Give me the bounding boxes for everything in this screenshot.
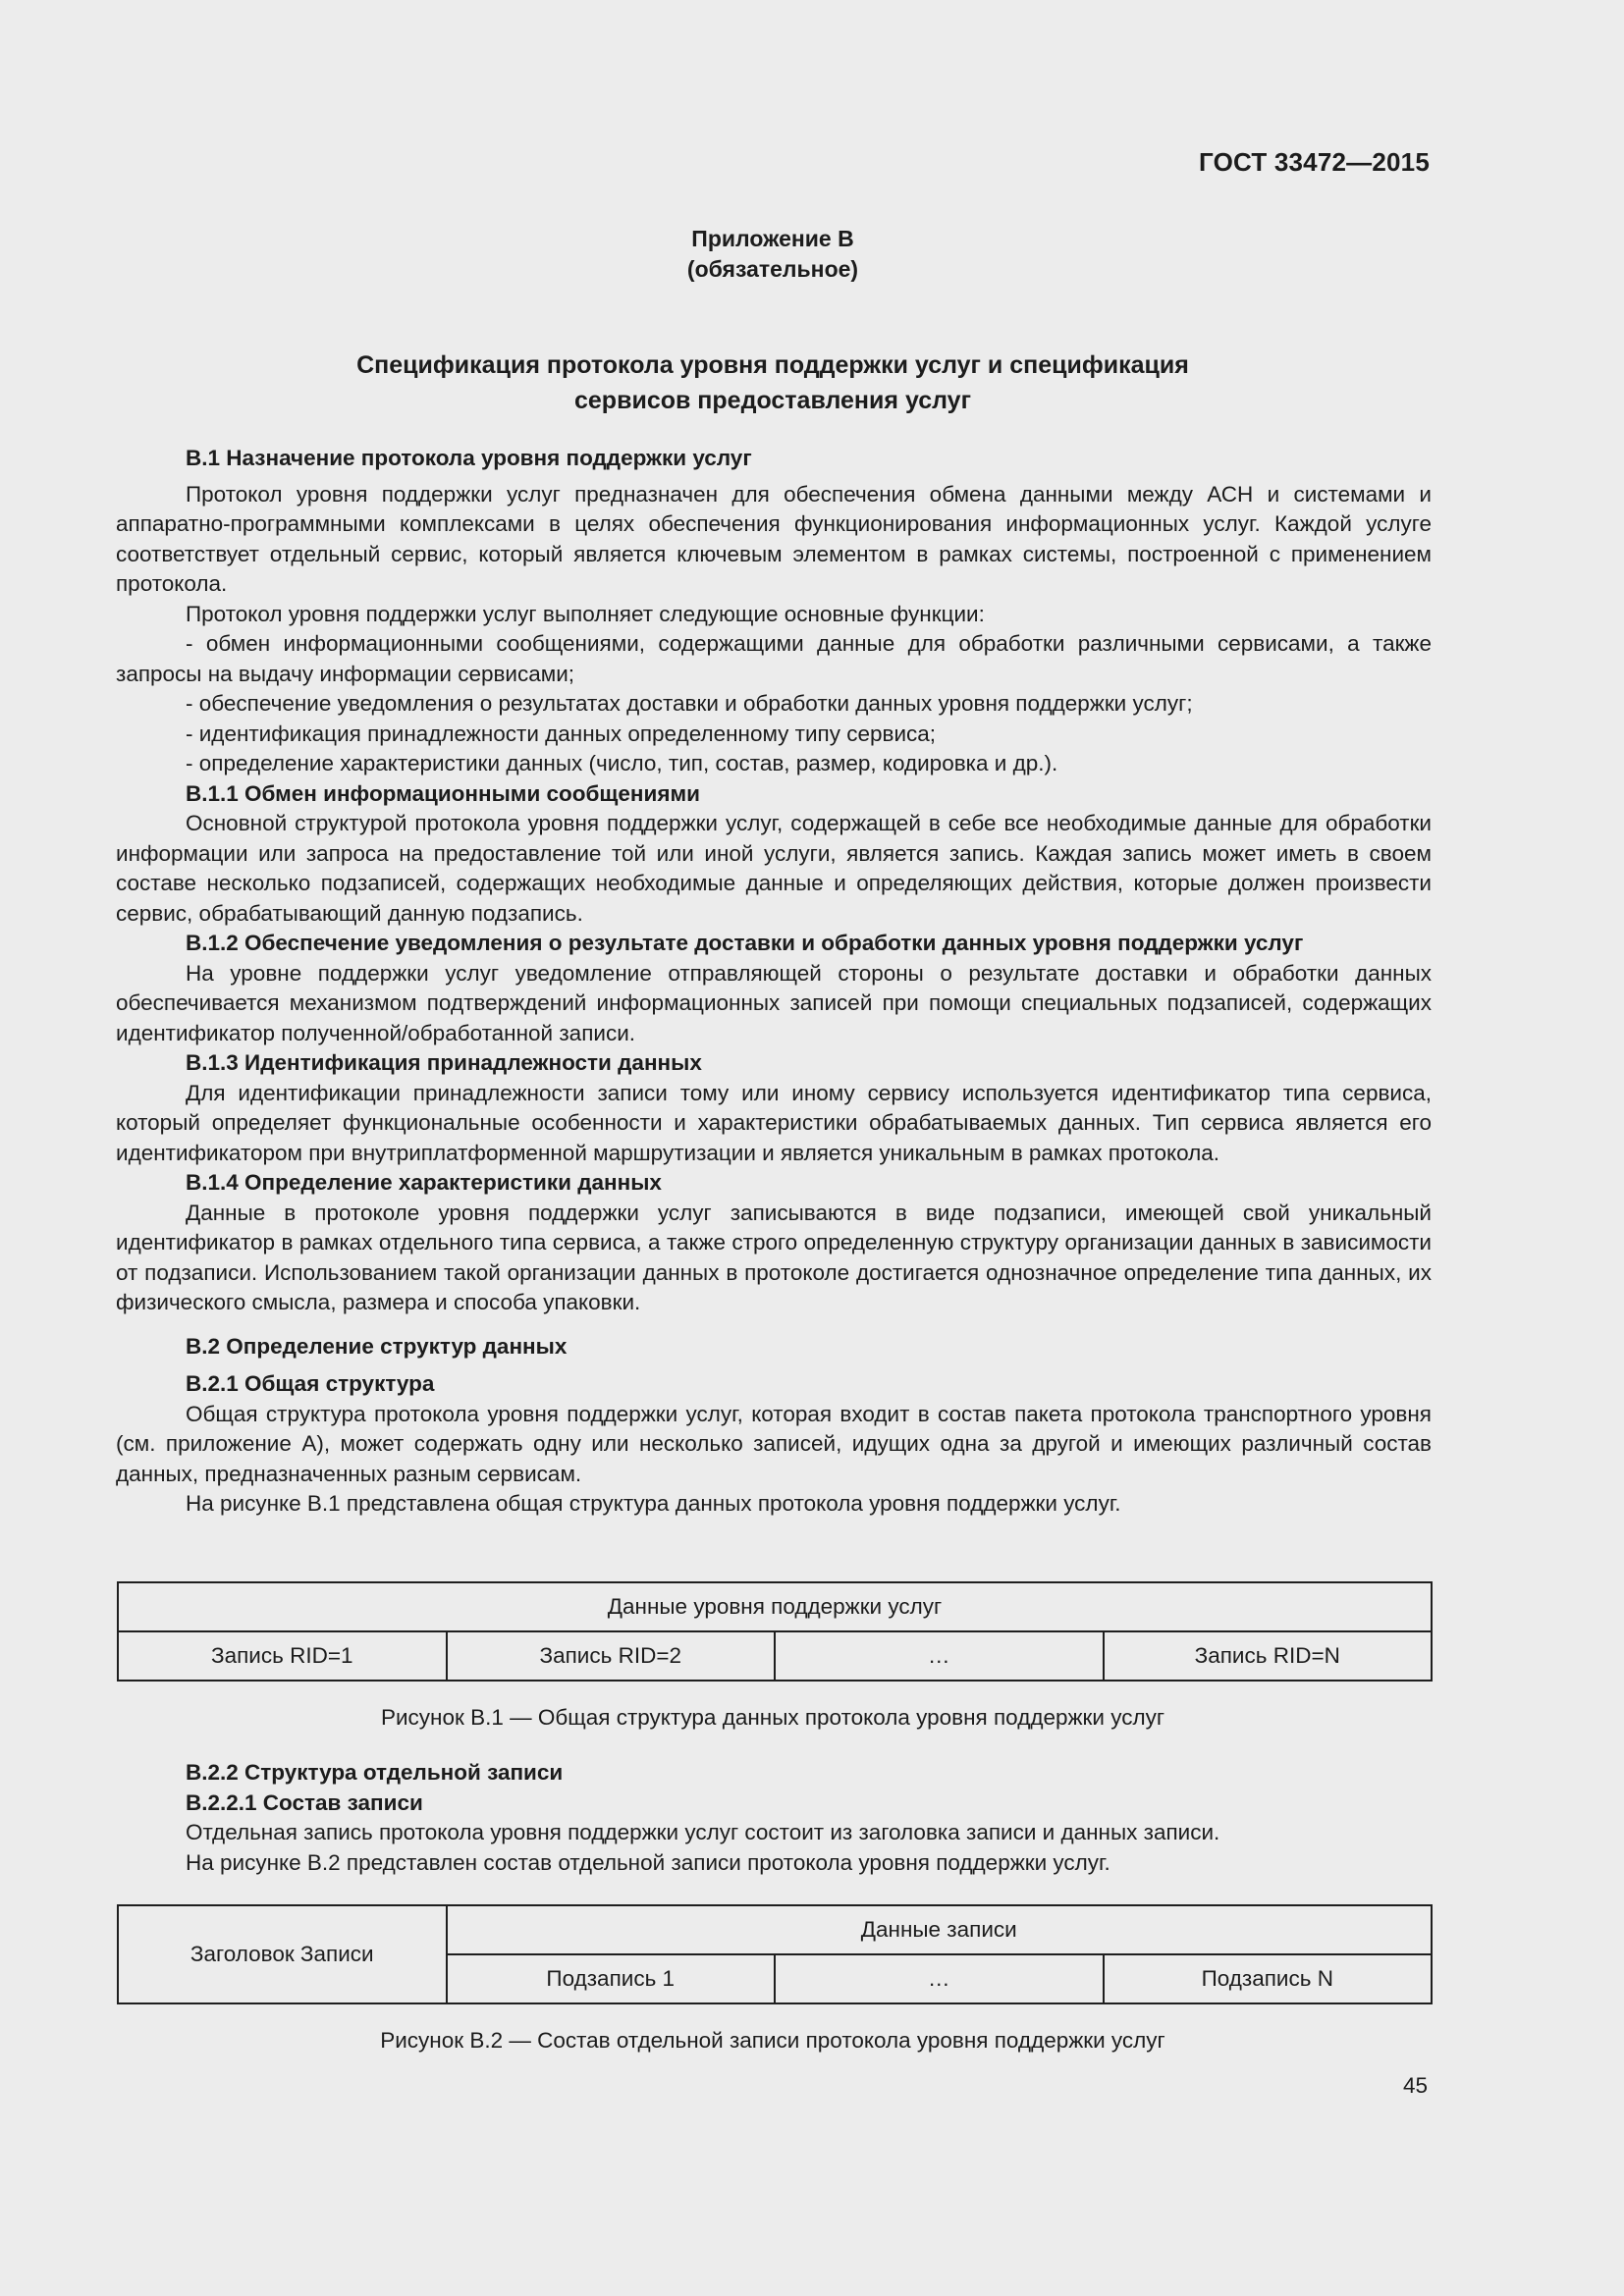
heading-b1: В.1 Назначение протокола уровня поддержки услуг: [186, 446, 752, 470]
paragraph: Протокол уровня поддержки услуг предназначен для обеспечения обмена данными между АСН и системами и аппаратно-программными комплексами в целях обеспечения функционирования информационных услуг. Каждой услуге соответствует отдельный сервис, который является ключевым элементом в рамках системы, построенной с применением протокола.: [116, 481, 1432, 596]
heading-b13: В.1.3 Идентификация принадлежности данных: [186, 1050, 702, 1075]
list-item: - определение характеристики данных (число, тип, состав, размер, кодировка и др.).: [186, 751, 1058, 775]
fig1-header-cell: Данные уровня поддержки услуг: [118, 1582, 1432, 1631]
section-title-line-2: сервисов предоставления услуг: [574, 387, 971, 414]
body-text-2: [116, 1758, 1432, 1878]
fig2-cell: Подзапись 1: [447, 1954, 776, 2003]
fig2-data-header-cell: Данные записи: [447, 1905, 1433, 1954]
heading-b14: В.1.4 Определение характеристики данных: [186, 1170, 662, 1195]
appendix-status: (обязательное): [686, 256, 859, 282]
paragraph: На рисунке В.1 представлена общая структура данных протокола уровня поддержки услуг.: [186, 1491, 1121, 1516]
fig1-cell: …: [775, 1631, 1104, 1681]
list-item: - обеспечение уведомления о результатах доставки и обработки данных уровня поддержки услуг;: [186, 691, 1193, 716]
paragraph: Данные в протоколе уровня поддержки услуг записываются в виде подзаписи, имеющей свой уникальный идентификатор в рамках отдельного типа сервиса, а также строго определенную структуру организации данных в зависимости от подзаписи. Использованием такой организации данных в протоколе достигается однозначное определение типа данных, их физического смысла, размера и способа упаковки.: [116, 1200, 1432, 1314]
appendix-heading: [0, 224, 1545, 285]
fig2-cell: Подзапись N: [1104, 1954, 1433, 2003]
fig2-cell: …: [775, 1954, 1104, 2003]
paragraph: Основной структурой протокола уровня поддержки услуг, содержащей в себе все необходимые данные для обработки информации или запроса на предоставление той или иной услуги, является запись. Каждая запись может иметь в своем составе несколько подзаписей, содержащих необходимые данные и определяющих действия, которые должен произвести сервис, обрабатывающий данную подзапись.: [116, 811, 1432, 926]
paragraph: Протокол уровня поддержки услуг выполняет следующие основные функции:: [186, 601, 985, 626]
figure-b2-table: [117, 1904, 1433, 2004]
heading-b12: В.1.2 Обеспечение уведомления о результате доставки и обработки данных уровня поддержки услуг: [186, 931, 1304, 955]
paragraph: Для идентификации принадлежности записи тому или иному сервису используется идентификатор типа сервиса, который определяет функциональные особенности и характеристики обрабатываемых данных. Тип сервиса является его идентификатором при внутриплатформенной маршрутизации и является уникальным в рамках протокола.: [116, 1080, 1432, 1165]
list-item: - обмен информационными сообщениями, содержащими данные для обработки различными сервисами, а также запросы на выдачу информации сервисами;: [116, 631, 1432, 686]
fig1-cell: Запись RID=2: [447, 1631, 776, 1681]
section-title: [0, 347, 1545, 418]
paragraph: Отдельная запись протокола уровня поддержки услуг состоит из заголовка записи и данных записи.: [186, 1820, 1220, 1844]
figure-b1-caption: Рисунок В.1 — Общая структура данных протокола уровня поддержки услуг: [380, 1705, 1165, 1730]
heading-b22: В.2.2 Структура отдельной записи: [186, 1760, 564, 1785]
heading-b221: В.2.2.1 Состав записи: [186, 1789, 423, 1815]
body-text: [116, 444, 1432, 1520]
appendix-title: Приложение В: [691, 226, 854, 251]
paragraph: Общая структура протокола уровня поддержки услуг, которая входит в состав пакета протокола транспортного уровня (см. приложение А), может содержать одну или несколько записей, идущих одна за другой и имеющих различный состав данных, предназначенных разным сервисам.: [116, 1401, 1432, 1486]
fig1-cell: Запись RID=1: [118, 1631, 447, 1681]
heading-b21: В.2.1 Общая структура: [186, 1371, 435, 1396]
heading-b11: В.1.1 Обмен информационными сообщениями: [186, 780, 700, 806]
fig1-cell: Запись RID=N: [1104, 1631, 1433, 1681]
figure-b2-caption: Рисунок В.2 — Состав отдельной записи протокола уровня поддержки услуг: [380, 2028, 1165, 2053]
section-title-line-1: Спецификация протокола уровня поддержки услуг и спецификация: [356, 351, 1189, 379]
heading-b2: В.2 Определение структур данных: [186, 1333, 568, 1359]
page-number: 45: [1402, 2073, 1428, 2098]
paragraph: На уровне поддержки услуг уведомление отправляющей стороны о результате доставки и обработки данных обеспечивается механизмом подтверждений информационных записей при помощи специальных подзаписей, содержащих идентификатор полученной/обработанной записи.: [116, 960, 1432, 1045]
standard-header: ГОСТ 33472—2015: [1199, 147, 1430, 177]
list-item: - идентификация принадлежности данных определенному типу сервиса;: [186, 721, 937, 746]
figure-b1-table: [117, 1581, 1433, 1682]
fig2-record-header-cell: Заголовок Записи: [118, 1905, 447, 2003]
paragraph: На рисунке В.2 представлен состав отдельной записи протокола уровня поддержки услуг.: [186, 1849, 1110, 1875]
